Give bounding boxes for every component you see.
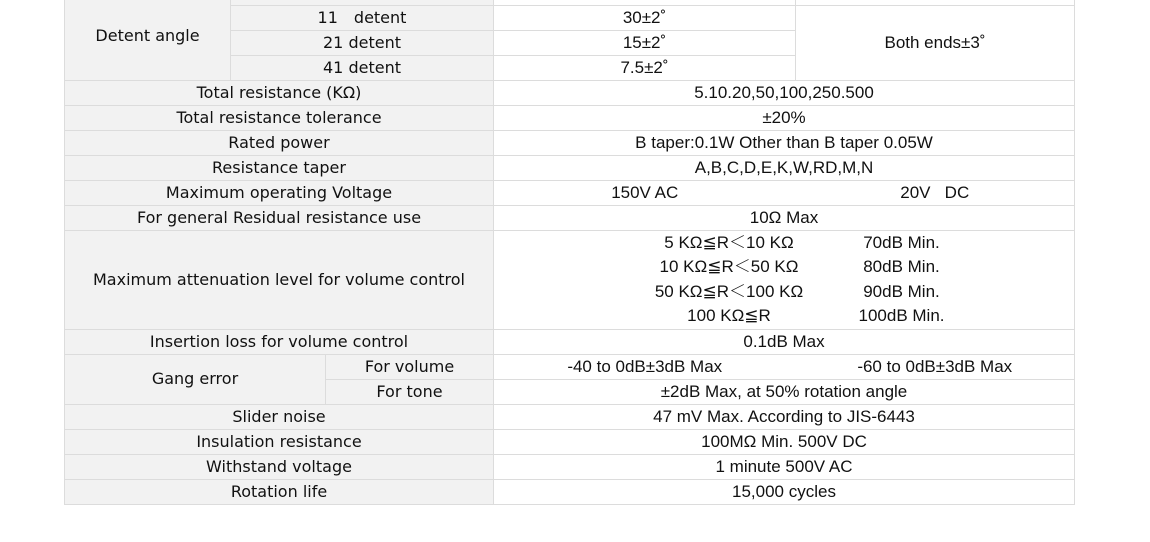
detent-angle-label: Detent angle xyxy=(65,0,231,80)
detent-11-value: 30±2˚ xyxy=(494,5,796,30)
table-row xyxy=(65,230,1075,329)
table-row xyxy=(65,404,1075,429)
attenuation-range: 50 KΩ≦R＜100 KΩ xyxy=(654,281,804,301)
gang-volume-value-a: -40 to 0dB±3dB Max xyxy=(494,354,796,379)
spec-table xyxy=(64,0,1075,505)
attenuation-db: 80dB Min. xyxy=(863,257,940,276)
attenuation-range: 10 KΩ≦R＜50 KΩ xyxy=(659,257,799,276)
table-row xyxy=(65,80,1075,105)
withstand-value: 1 minute 500V AC xyxy=(494,454,1075,479)
insertion-label: Insertion loss for volume control xyxy=(65,329,494,354)
detent-21-value: 15±2˚ xyxy=(494,30,796,55)
total-resistance-label: Total resistance (KΩ) xyxy=(65,80,494,105)
total-resistance-value: 5.10.20,50,100,250.500 xyxy=(494,80,1075,105)
slider-noise-value: 47 mV Max. According to JIS-6443 xyxy=(494,404,1075,429)
both-ends-value: Both ends±3˚ xyxy=(796,5,1075,80)
gang-volume-label: For volume xyxy=(326,354,494,379)
insulation-value: 100MΩ Min. 500V DC xyxy=(494,429,1075,454)
table-row xyxy=(65,454,1075,479)
attenuation-db: 90dB Min. xyxy=(863,281,940,301)
attenuation-db: 100dB Min. xyxy=(858,306,945,325)
insulation-label: Insulation resistance xyxy=(65,429,494,454)
residual-label: For general Residual resistance use xyxy=(65,205,494,230)
gang-volume-value-b: -60 to 0dB±3dB Max xyxy=(796,354,1075,379)
table-row xyxy=(65,205,1075,230)
voltage-ac-value: 150V AC xyxy=(494,180,796,205)
table-row xyxy=(65,130,1075,155)
detent-41-label: 41 detent xyxy=(231,55,494,80)
tolerance-value: ±20% xyxy=(494,105,1075,130)
table-row xyxy=(65,429,1075,454)
attenuation-item xyxy=(612,231,957,256)
rated-power-value: B taper:0.1W Other than B taper 0.05W xyxy=(494,130,1075,155)
insertion-value: 0.1dB Max xyxy=(494,329,1075,354)
attenuation-item xyxy=(612,255,957,280)
attenuation-item xyxy=(612,280,957,305)
attenuation-values xyxy=(494,230,1075,329)
attenuation-range: 100 KΩ≦R xyxy=(687,306,771,325)
rotation-life-label: Rotation life xyxy=(65,479,494,504)
table-row xyxy=(65,105,1075,130)
slider-noise-label: Slider noise xyxy=(65,404,494,429)
withstand-label: Withstand voltage xyxy=(65,454,494,479)
taper-label: Resistance taper xyxy=(65,155,494,180)
gang-error-label: Gang error xyxy=(65,354,326,404)
attenuation-item xyxy=(612,304,957,329)
voltage-label: Maximum operating Voltage xyxy=(65,180,494,205)
table-row xyxy=(65,329,1075,354)
rotation-life-value: 15,000 cycles xyxy=(494,479,1075,504)
voltage-dc-value: 20V DC xyxy=(796,180,1075,205)
gang-tone-value: ±2dB Max, at 50% rotation angle xyxy=(494,379,1075,404)
table-row xyxy=(65,155,1075,180)
gang-tone-label: For tone xyxy=(326,379,494,404)
table-row xyxy=(65,479,1075,504)
attenuation-range: 5 KΩ≦R＜10 KΩ xyxy=(664,232,794,252)
residual-value: 10Ω Max xyxy=(494,205,1075,230)
attenuation-db: 70dB Min. xyxy=(863,232,940,252)
detent-21-label: 21 detent xyxy=(231,30,494,55)
taper-value: A,B,C,D,E,K,W,RD,M,N xyxy=(494,155,1075,180)
rated-power-label: Rated power xyxy=(65,130,494,155)
detent-41-value: 7.5±2˚ xyxy=(494,55,796,80)
detent-11-label: 11 detent xyxy=(231,5,494,30)
tolerance-label: Total resistance tolerance xyxy=(65,105,494,130)
attenuation-label: Maximum attenuation level for volume control xyxy=(65,230,494,329)
table-row xyxy=(65,180,1075,205)
table-row xyxy=(65,354,1075,379)
